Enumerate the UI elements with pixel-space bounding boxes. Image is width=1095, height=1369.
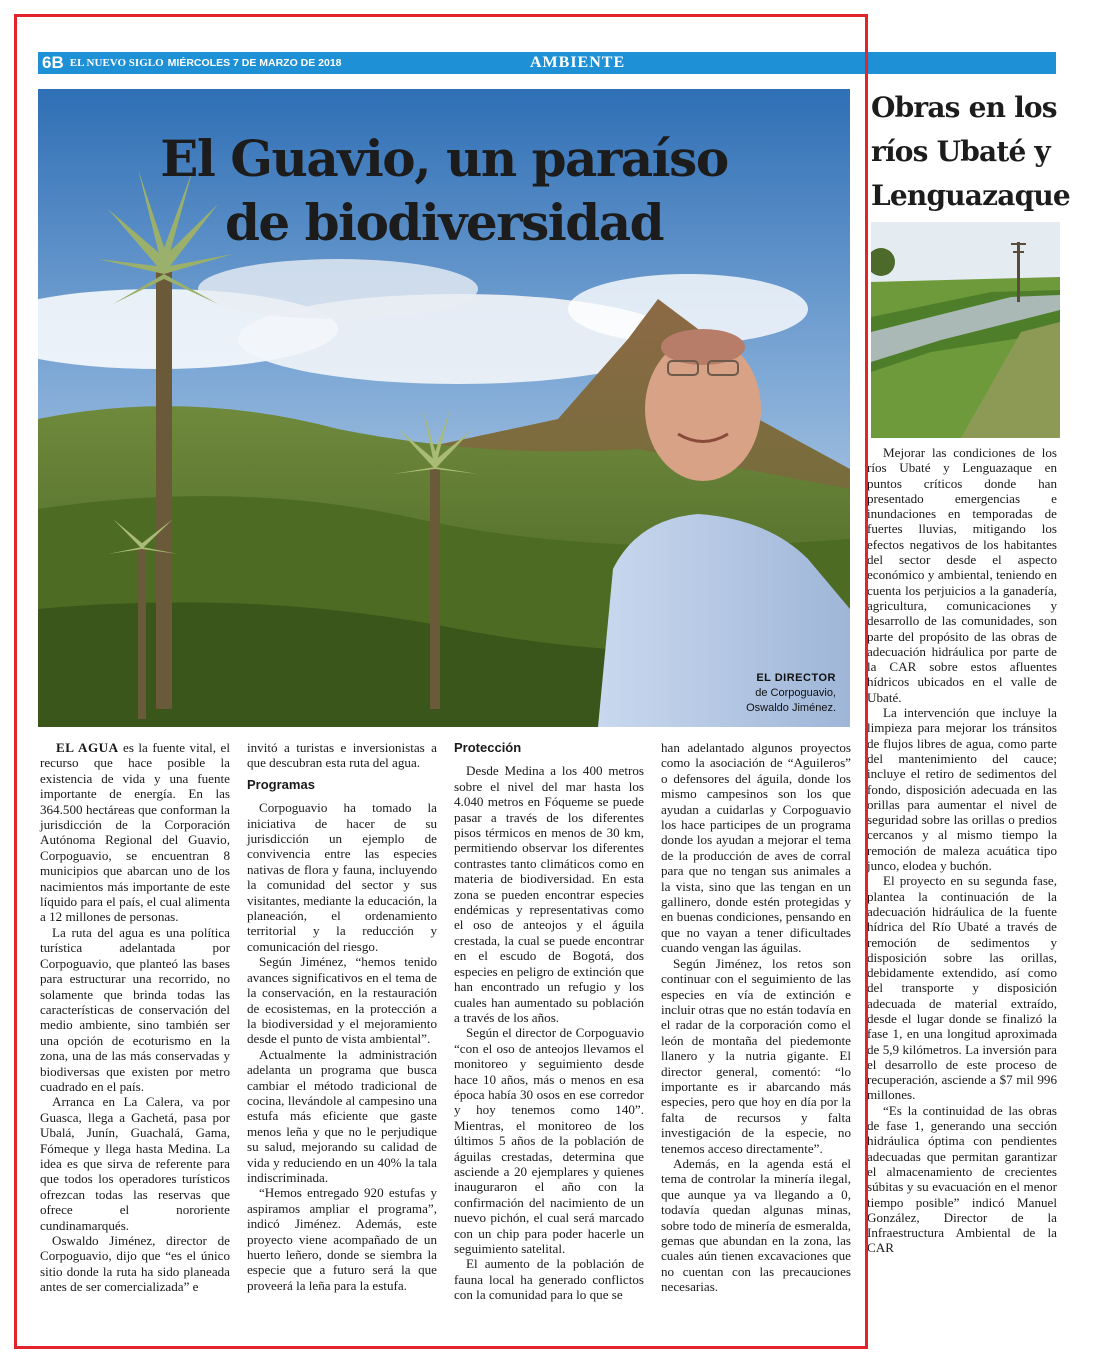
side-title-line-1: Obras en los	[871, 91, 1057, 124]
article-column-4	[661, 740, 851, 1295]
article-column-2	[247, 740, 437, 1293]
hero-photo	[38, 89, 850, 727]
side-title-line-3: Lenguazaque	[871, 179, 1070, 212]
paragraph: La ruta del agua es una política turística adelantada por Corpoguavio, que planteó las bases para estructurar una recorrido, no solamente que brinda todas las características de conservación del medio ambiente, sino también ser una opción de ecoturismo en la zona, una de las más conservadas y biodiversas que existen por metro cuadrado en el país.	[40, 924, 230, 1094]
paragraph: Según Jiménez, “hemos tenido avances significativos en el tema de la conservación, en la restauración de ecosistemas, en la protección a la biodiversidad y el mejoramiento desde el punto de vista ambiental”.	[247, 954, 437, 1047]
caption-title: EL DIRECTOR	[756, 672, 836, 684]
paragraph: EL AGUA es la fuente vital, el recurso que hace posible la existencia de vida y una fuente importante de energía. En las 364.500 hectáreas que conforman la jurisdicción de la Corporación Autónoma Regional del Guavio, Corpoguavio, se encuentran 8 municipios que abarcan uno de los nacimientos más importante de este líquido para el país, el cual alimenta a 12 millones de personas.	[40, 740, 230, 925]
lead-word: EL AGUA	[56, 740, 119, 755]
headline-line-2: de biodiversidad	[224, 193, 664, 252]
headline	[38, 127, 850, 255]
paragraph: Oswaldo Jiménez, director de Corpoguavio, dijo que “es el único sitio donde la ruta ha sido planeada antes de ser comercializada” e	[40, 1233, 230, 1295]
article-column-1	[40, 740, 230, 1295]
issue-date: MIÉRCOLES 7 DE MARZO DE 2018	[167, 57, 342, 69]
river-illustration	[871, 222, 1060, 438]
caption-line-1: de Corpoguavio,	[755, 687, 836, 699]
paragraph: Arranca en La Calera, va por Guasca, llega a Gachetá, pasa por Ubalá, Junín, Guachalá, Gama, Fómeque y llega hasta Medina. La idea es que sirva de referente para que todos los operadores turísticos ofrezcan todas las reservas que ofrece el nororiente cundinamarqués.	[40, 1094, 230, 1233]
side-article-body	[867, 445, 1057, 1256]
paragraph: han adelantado algunos proyectos como la asociación de “Aguileros” o defensores del águila, donde los mismo campesinos son los que ayudan a cuidarlas y Corpoguavio los hace participes de un programa donde los ayudan a mejorar el tema de la producción de aves de corral para que no tengan sus animales a la vista, sino que las tengan en un gallinero, donde estén protegidas y en buenas condiciones, pensando en que no vayan a tener dificultades cuando vengan las águilas.	[661, 740, 851, 956]
paragraph: La intervención que incluye la limpieza para mejorar los tránsitos de flujos libres de agua, como parte del mantenimiento del cauce; incluye el retiro de sedimentos del fondo, disposición adecuada en las orillas para aumentar el nivel de seguridad sobre las orillas o predios cercanos y al mismo tiempo la remoción de maleza acuática tipo junco, elodea y buchón.	[867, 705, 1057, 874]
subheading-proteccion: Protección	[454, 740, 522, 755]
article-column-3	[454, 740, 644, 1303]
paper-name: EL NUEVO SIGLO	[69, 57, 164, 69]
side-article-photo	[871, 222, 1060, 438]
headline-line-1: El Guavio, un paraíso	[160, 129, 728, 188]
paragraph: Actualmente la administración adelanta un programa que busca cambiar el método tradicional de cocina, llevándole al campesino una estufa más eficiente que gaste menos leña y que no le perjudique su salud, mejorando su calidad de vida y reduciendo en un 40% la tala indiscriminada.	[247, 1046, 437, 1185]
side-article-title	[871, 86, 1071, 218]
page-header-bar	[38, 52, 1056, 74]
paragraph: invitó a turistas e inversionistas a que descubran esta ruta del agua.	[247, 740, 437, 771]
section-label: AMBIENTE	[530, 54, 626, 71]
paragraph: Mejorar las condiciones de los ríos Ubaté y Lenguazaque en puntos críticos donde han presentado emergencias e inundaciones en temporadas de fuertes lluvias, mitigando los efectos negativos de los habitantes del sector desde el aspecto económico y ambiental, teniendo en cuenta los perjuicios a la ganadería, agricultura, comunicaciones y desarrollo de las comunidades, son parte del propósito de las obras de adecuación hidráulica por parte de la CAR sobre estos afluentes hídricos ubicados en el valle de Ubaté.	[867, 445, 1057, 705]
paragraph: El aumento de la población de fauna local ha generado conflictos con la comunidad para lo que se	[454, 1256, 644, 1303]
paragraph: “Hemos entregado 920 estufas y aspiramos ampliar el programa”, indicó Jiménez. Además, este proyecto viene acompañado de un huerto leñero, donde se siembra la especie que a futuro será la que proveerá la leña para la estufa.	[247, 1185, 437, 1293]
paragraph: “Es la continuidad de las obras de fase 1, generando una sección hidráulica óptima con pendientes adecuadas que permitan garantizar el almacenamiento de crecientes súbitas y su evacuación en el menor tiempo posible” indicó Manuel González, Director de la Infraestructura Ambiental de la CAR	[867, 1102, 1057, 1256]
photo-caption	[746, 671, 836, 716]
paragraph: Además, en la agenda está el tema de controlar la minería ilegal, que aunque ya va llegando a 0, todavía quedan algunas minas, sobre todo de minería de esmeralda, gemas que abundan en la zona, las cuales aún tienen excavaciones que no cuentan con las precauciones necesarias.	[661, 1155, 851, 1295]
paragraph: El proyecto en su segunda fase, plantea la continuación de la adecuación hidráulica de la fuente hídrica del Río Ubaté a través de remoción de sedimentos y disposición sobre las orillas, debidamente extendido, así como del transporte y disposición adecuada de material extraído, desde el lugar donde se finalizó la fase 1, en una longitud aproximada de 5,9 kilómetros. La inversión para el desarrollo de este proceso de recuperación, asciende a $7 mil 996 millones.	[867, 873, 1057, 1103]
side-title-line-2: ríos Ubaté y	[871, 135, 1050, 168]
paragraph: Según Jiménez, los retos son continuar con el seguimiento de las especies en vía de extinción e incluir otras que no están todavía en el radar de la corporación como el león de montaña del piedemonte llanero y la nutria gigante. El director general, comentó: “lo importante es ir abarcando más especies, pero que hoy en día por la falta de recursos y falta investigación de la especie, no tenemos acceso directamente”.	[661, 955, 851, 1156]
page-number: 6B	[42, 53, 64, 72]
subheading-programas: Programas	[247, 776, 315, 792]
paragraph: Según el director de Corpoguavio “con el oso de anteojos llevamos el monitoreo y seguimiento desde hace 10 años, más o menos en esa época había 30 osos en ese corredor y hoy tenemos como 140”. Mientras, el monitoreo de los últimos 5 años de la población de águilas crestadas, determina que asciende a 20 ejemplares y quienes inauguraron el año con la confirmación del nacimiento de un nuevo pichón, el cual será marcado con un chip para poder hacerle un seguimiento satelital.	[454, 1025, 644, 1256]
paragraph: Desde Medina a los 400 metros sobre el nivel del mar hasta los 4.040 metros en Fóqueme se puede pasar a través de los diferentes pisos térmicos en menos de 30 km, permitiendo observar los diferentes contrastes tanto climáticos como en materia de biodiversidad. En esta zona se pueden encontrar especies endémicas y representativas como el oso de anteojos y el águila crestada, la cual se puede encontrar en el escudo de Bogotá, dos especies en peligro de extinción que han encontrado un refugio y los cuales han aumentado su población a través de los años.	[454, 763, 644, 1025]
caption-line-2: Oswaldo Jiménez.	[746, 702, 836, 714]
paragraph: Corpoguavio ha tomado la iniciativa de hacer de su jurisdicción un ejemplo de convivencia entre las especies nativas de flora y fauna, incluyendo la comunidad del sector y sus visitantes, mediante la educación, la planeación, el ordenamiento territorial y la reducción y comunicación del riesgo.	[247, 800, 437, 954]
